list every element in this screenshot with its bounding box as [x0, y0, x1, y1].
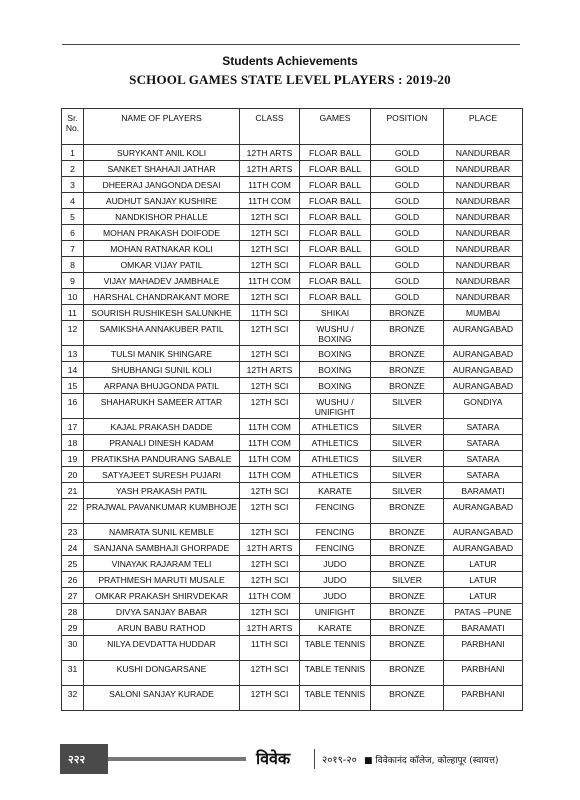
cell-game: JUDO — [300, 572, 371, 588]
cell-sr-no: 26 — [62, 572, 84, 588]
cell-game: TABLE TENNIS — [300, 636, 371, 661]
header-name: NAME OF PLAYERS — [84, 109, 240, 145]
table-row — [62, 378, 523, 394]
cell-player-name: NAMRATA SUNIL KEMBLE — [84, 524, 240, 540]
cell-sr-no: 8 — [62, 257, 84, 273]
cell-sr-no: 11 — [62, 305, 84, 321]
cell-class: 12TH SCI — [240, 378, 300, 394]
page-subheading: SCHOOL GAMES STATE LEVEL PLAYERS : 2019-20 — [129, 72, 451, 87]
cell-class: 11TH COM — [240, 193, 300, 209]
header-sr-no: Sr. No. — [62, 109, 84, 145]
cell-place: NANDURBAR — [444, 193, 523, 209]
footer-college: ■ विवेकानंद कॉलेज, कोल्हापूर (स्वायत्त) — [364, 756, 499, 766]
cell-player-name: OMKAR PRAKASH SHIRVDEKAR — [84, 588, 240, 604]
footer-year: २०१९-२० — [322, 755, 357, 766]
cell-position: BRONZE — [371, 378, 444, 394]
cell-game: JUDO — [300, 556, 371, 572]
cell-class: 11TH COM — [240, 177, 300, 193]
cell-game: TABLE TENNIS — [300, 661, 371, 686]
cell-place: AURANGABAD — [444, 378, 523, 394]
cell-game: FLOAR BALL — [300, 241, 371, 257]
cell-player-name: OMKAR VIJAY PATIL — [84, 257, 240, 273]
cell-player-name: PRANALI DINESH KADAM — [84, 435, 240, 451]
cell-position: GOLD — [371, 161, 444, 177]
cell-class: 11TH COM — [240, 273, 300, 289]
table-row — [62, 620, 523, 636]
cell-place: NANDURBAR — [444, 209, 523, 225]
cell-position: BRONZE — [371, 686, 444, 711]
cell-sr-no: 29 — [62, 620, 84, 636]
cell-player-name: KUSHI DONGARSANE — [84, 661, 240, 686]
cell-place: PARBHANI — [444, 636, 523, 661]
table-row — [62, 193, 523, 209]
header-place: PLACE — [444, 109, 523, 145]
cell-sr-no: 6 — [62, 225, 84, 241]
cell-place: SATARA — [444, 451, 523, 467]
cell-position: BRONZE — [371, 524, 444, 540]
cell-player-name: PRATHMESH MARUTI MUSALE — [84, 572, 240, 588]
cell-game: FLOAR BALL — [300, 273, 371, 289]
cell-player-name: SOURISH RUSHIKESH SALUNKHE — [84, 305, 240, 321]
cell-player-name: VIJAY MAHADEV JAMBHALE — [84, 273, 240, 289]
cell-place: NANDURBAR — [444, 273, 523, 289]
cell-class: 12TH SCI — [240, 686, 300, 711]
cell-place: AURANGABAD — [444, 346, 523, 362]
table-row — [62, 588, 523, 604]
cell-position: SILVER — [371, 483, 444, 499]
cell-position: GOLD — [371, 145, 444, 161]
table-row — [62, 177, 523, 193]
cell-position: BRONZE — [371, 661, 444, 686]
cell-game: WUSHU / UNIFIGHT — [300, 394, 371, 419]
cell-position: GOLD — [371, 241, 444, 257]
table-row — [62, 346, 523, 362]
cell-game: JUDO — [300, 588, 371, 604]
cell-game: FLOAR BALL — [300, 209, 371, 225]
cell-game: UNIFIGHT — [300, 604, 371, 620]
cell-sr-no: 12 — [62, 321, 84, 346]
cell-sr-no: 27 — [62, 588, 84, 604]
cell-sr-no: 31 — [62, 661, 84, 686]
table-row — [62, 435, 523, 451]
cell-player-name: MOHAN RATNAKAR KOLI — [84, 241, 240, 257]
cell-player-name: PRATIKSHA PANDURANG SABALE — [84, 451, 240, 467]
cell-position: GOLD — [371, 257, 444, 273]
cell-player-name: DIVYA SANJAY BABAR — [84, 604, 240, 620]
cell-player-name: SATYAJEET SURESH PUJARI — [84, 467, 240, 483]
table-row — [62, 273, 523, 289]
table-row — [62, 556, 523, 572]
cell-class: 11TH COM — [240, 435, 300, 451]
cell-class: 12TH SCI — [240, 321, 300, 346]
table-row — [62, 394, 523, 419]
table-row — [62, 604, 523, 620]
cell-place: LATUR — [444, 572, 523, 588]
cell-game: BOXING — [300, 378, 371, 394]
cell-position: GOLD — [371, 273, 444, 289]
players-table — [61, 108, 523, 711]
cell-class: 11TH COM — [240, 419, 300, 435]
cell-class: 12TH SCI — [240, 241, 300, 257]
cell-position: GOLD — [371, 225, 444, 241]
table-row — [62, 419, 523, 435]
cell-game: WUSHU / BOXING — [300, 321, 371, 346]
brand-logo: विवेक — [256, 749, 291, 768]
table-row — [62, 305, 523, 321]
cell-class: 12TH SCI — [240, 225, 300, 241]
table-row — [62, 451, 523, 467]
cell-place: NANDURBAR — [444, 145, 523, 161]
cell-player-name: SALONI SANJAY KURADE — [84, 686, 240, 711]
table-row — [62, 145, 523, 161]
table-row — [62, 289, 523, 305]
cell-class: 12TH ARTS — [240, 145, 300, 161]
table-row — [62, 661, 523, 686]
cell-position: GOLD — [371, 177, 444, 193]
cell-place: SATARA — [444, 419, 523, 435]
cell-position: SILVER — [371, 419, 444, 435]
cell-game: FLOAR BALL — [300, 161, 371, 177]
cell-player-name: HARSHAL CHANDRAKANT MORE — [84, 289, 240, 305]
cell-place: LATUR — [444, 556, 523, 572]
header-position: POSITION — [371, 109, 444, 145]
cell-class: 12TH SCI — [240, 289, 300, 305]
page-footer — [0, 744, 580, 774]
cell-place: AURANGABAD — [444, 524, 523, 540]
cell-player-name: SANJANA SAMBHAJI GHORPADE — [84, 540, 240, 556]
cell-player-name: NILYA DEVDATTA HUDDAR — [84, 636, 240, 661]
cell-class: 12TH SCI — [240, 661, 300, 686]
cell-place: PARBHANI — [444, 661, 523, 686]
table-row — [62, 540, 523, 556]
cell-position: GOLD — [371, 209, 444, 225]
cell-sr-no: 23 — [62, 524, 84, 540]
cell-player-name: TULSI MANIK SHINGARE — [84, 346, 240, 362]
cell-position: BRONZE — [371, 588, 444, 604]
cell-place: MUMBAI — [444, 305, 523, 321]
cell-position: BRONZE — [371, 346, 444, 362]
cell-class: 12TH SCI — [240, 604, 300, 620]
cell-place: NANDURBAR — [444, 177, 523, 193]
cell-position: BRONZE — [371, 305, 444, 321]
table-row — [62, 161, 523, 177]
cell-sr-no: 10 — [62, 289, 84, 305]
cell-sr-no: 32 — [62, 686, 84, 711]
cell-class: 12TH SCI — [240, 572, 300, 588]
cell-sr-no: 14 — [62, 362, 84, 378]
cell-game: FENCING — [300, 499, 371, 524]
cell-place: AURANGABAD — [444, 540, 523, 556]
cell-game: FLOAR BALL — [300, 145, 371, 161]
cell-place: LATUR — [444, 588, 523, 604]
table-row — [62, 483, 523, 499]
table-row — [62, 572, 523, 588]
footer-bar — [108, 757, 246, 761]
cell-player-name: AUDHUT SANJAY KUSHIRE — [84, 193, 240, 209]
top-rule — [62, 44, 520, 45]
cell-position: BRONZE — [371, 620, 444, 636]
cell-game: BOXING — [300, 362, 371, 378]
cell-place: AURANGABAD — [444, 362, 523, 378]
cell-position: SILVER — [371, 435, 444, 451]
cell-position: SILVER — [371, 451, 444, 467]
cell-position: BRONZE — [371, 362, 444, 378]
cell-class: 12TH SCI — [240, 524, 300, 540]
cell-player-name: SAMIKSHA ANNAKUBER PATIL — [84, 321, 240, 346]
cell-sr-no: 21 — [62, 483, 84, 499]
cell-class: 12TH ARTS — [240, 161, 300, 177]
table-row — [62, 467, 523, 483]
cell-player-name: PRAJWAL PAVANKUMAR KUMBHOJE — [84, 499, 240, 524]
cell-sr-no: 3 — [62, 177, 84, 193]
cell-class: 12TH ARTS — [240, 540, 300, 556]
cell-place: SATARA — [444, 435, 523, 451]
table-row — [62, 225, 523, 241]
cell-position: BRONZE — [371, 321, 444, 346]
table-header-row — [62, 109, 523, 145]
cell-sr-no: 2 — [62, 161, 84, 177]
header-class: CLASS — [240, 109, 300, 145]
cell-player-name: ARPANA BHUJGONDA PATIL — [84, 378, 240, 394]
cell-class: 11TH SCI — [240, 305, 300, 321]
table-row — [62, 686, 523, 711]
page-heading: Students Achievements — [222, 54, 358, 68]
cell-player-name: SHUBHANGI SUNIL KOLI — [84, 362, 240, 378]
cell-position: BRONZE — [371, 556, 444, 572]
cell-class: 12TH SCI — [240, 257, 300, 273]
cell-place: PARBHANI — [444, 686, 523, 711]
cell-game: FLOAR BALL — [300, 193, 371, 209]
cell-place: BARAMATI — [444, 483, 523, 499]
table-row — [62, 636, 523, 661]
cell-player-name: VINAYAK RAJARAM TELI — [84, 556, 240, 572]
cell-game: FENCING — [300, 524, 371, 540]
cell-sr-no: 25 — [62, 556, 84, 572]
cell-place: GONDIYA — [444, 394, 523, 419]
cell-class: 12TH SCI — [240, 394, 300, 419]
cell-player-name: DHEERAJ JANGONDA DESAI — [84, 177, 240, 193]
cell-game: ATHLETICS — [300, 435, 371, 451]
cell-player-name: SURYKANT ANIL KOLI — [84, 145, 240, 161]
cell-position: SILVER — [371, 394, 444, 419]
cell-position: GOLD — [371, 193, 444, 209]
cell-sr-no: 19 — [62, 451, 84, 467]
cell-game: ATHLETICS — [300, 419, 371, 435]
cell-sr-no: 24 — [62, 540, 84, 556]
cell-position: BRONZE — [371, 499, 444, 524]
cell-class: 11TH COM — [240, 588, 300, 604]
cell-place: PATAS –PUNE — [444, 604, 523, 620]
cell-position: BRONZE — [371, 540, 444, 556]
cell-game: SHIKAI — [300, 305, 371, 321]
cell-class: 11TH COM — [240, 451, 300, 467]
cell-class: 12TH ARTS — [240, 620, 300, 636]
cell-place: NANDURBAR — [444, 161, 523, 177]
cell-position: BRONZE — [371, 604, 444, 620]
cell-sr-no: 4 — [62, 193, 84, 209]
page-number: २२२ — [68, 753, 86, 766]
cell-place: NANDURBAR — [444, 225, 523, 241]
cell-game: FENCING — [300, 540, 371, 556]
cell-game: BOXING — [300, 346, 371, 362]
cell-player-name: KAJAL PRAKASH DADDE — [84, 419, 240, 435]
cell-place: NANDURBAR — [444, 257, 523, 273]
cell-sr-no: 1 — [62, 145, 84, 161]
cell-sr-no: 9 — [62, 273, 84, 289]
cell-game: FLOAR BALL — [300, 177, 371, 193]
cell-class: 12TH ARTS — [240, 362, 300, 378]
cell-place: NANDURBAR — [444, 289, 523, 305]
cell-class: 11TH COM — [240, 467, 300, 483]
cell-class: 12TH SCI — [240, 556, 300, 572]
cell-sr-no: 5 — [62, 209, 84, 225]
cell-place: SATARA — [444, 467, 523, 483]
table-row — [62, 257, 523, 273]
cell-sr-no: 20 — [62, 467, 84, 483]
cell-place: AURANGABAD — [444, 321, 523, 346]
cell-place: BARAMATI — [444, 620, 523, 636]
cell-game: KARATE — [300, 483, 371, 499]
cell-player-name: ARUN BABU RATHOD — [84, 620, 240, 636]
table-row — [62, 499, 523, 524]
cell-class: 12TH SCI — [240, 499, 300, 524]
table-row — [62, 362, 523, 378]
cell-game: KARATE — [300, 620, 371, 636]
cell-player-name: SANKET SHAHAJI JATHAR — [84, 161, 240, 177]
cell-position: BRONZE — [371, 636, 444, 661]
cell-sr-no: 17 — [62, 419, 84, 435]
table-row — [62, 524, 523, 540]
cell-position: GOLD — [371, 289, 444, 305]
cell-class: 11TH SCI — [240, 636, 300, 661]
cell-class: 12TH SCI — [240, 209, 300, 225]
table-row — [62, 209, 523, 225]
cell-game: FLOAR BALL — [300, 289, 371, 305]
cell-player-name: MOHAN PRAKASH DOIFODE — [84, 225, 240, 241]
cell-sr-no: 7 — [62, 241, 84, 257]
cell-position: SILVER — [371, 572, 444, 588]
cell-class: 12TH SCI — [240, 346, 300, 362]
header-games: GAMES — [300, 109, 371, 145]
cell-sr-no: 28 — [62, 604, 84, 620]
cell-game: TABLE TENNIS — [300, 686, 371, 711]
cell-game: ATHLETICS — [300, 451, 371, 467]
cell-game: ATHLETICS — [300, 467, 371, 483]
cell-sr-no: 22 — [62, 499, 84, 524]
brand-divider — [314, 749, 315, 769]
cell-game: FLOAR BALL — [300, 257, 371, 273]
cell-sr-no: 15 — [62, 378, 84, 394]
cell-player-name: YASH PRAKASH PATIL — [84, 483, 240, 499]
table-row — [62, 241, 523, 257]
cell-place: NANDURBAR — [444, 241, 523, 257]
cell-position: SILVER — [371, 467, 444, 483]
cell-game: FLOAR BALL — [300, 225, 371, 241]
table-body — [62, 145, 523, 711]
cell-place: AURANGABAD — [444, 499, 523, 524]
cell-sr-no: 30 — [62, 636, 84, 661]
cell-player-name: NANDKISHOR PHALLE — [84, 209, 240, 225]
cell-player-name: SHAHARUKH SAMEER ATTAR — [84, 394, 240, 419]
cell-sr-no: 13 — [62, 346, 84, 362]
cell-class: 12TH SCI — [240, 483, 300, 499]
table-row — [62, 321, 523, 346]
cell-sr-no: 18 — [62, 435, 84, 451]
cell-sr-no: 16 — [62, 394, 84, 419]
